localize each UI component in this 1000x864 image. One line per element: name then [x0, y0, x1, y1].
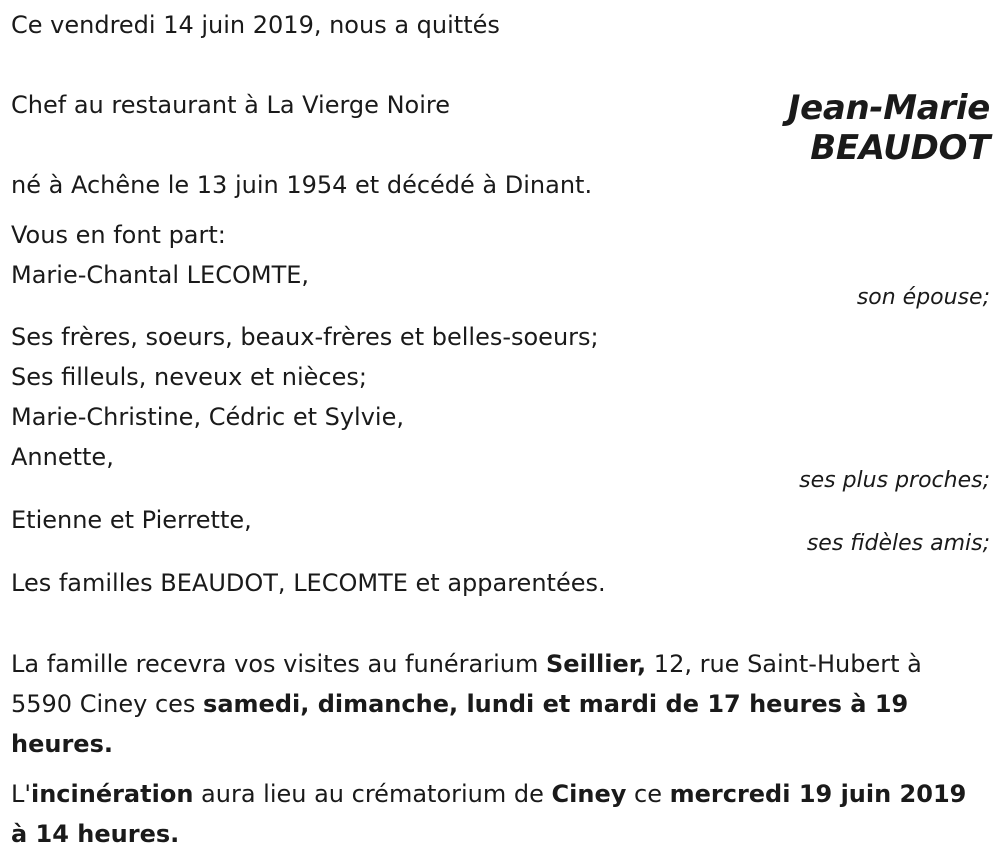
birth-death-line: né à Achêne le 13 juin 1954 et décédé à Dinant.: [11, 171, 593, 199]
families-line: Les familles BEAUDOT, LECOMTE et apparentées.: [11, 569, 606, 597]
siblings-line: Ses frères, soeurs, beaux-frères et belles-soeurs;: [11, 323, 599, 351]
occupation-line: Chef au restaurant à La Vierge Noire: [11, 91, 450, 119]
visits-text-1: La famille recevra vos visites au funérarium: [11, 650, 546, 678]
cremation-text-2: aura lieu au crématorium de: [193, 780, 552, 808]
spouse-name: Marie-Chantal LECOMTE,: [11, 261, 310, 289]
visits-text-2: 12, rue Saint-Hubert à 5590 Ciney ces: [11, 650, 922, 718]
cremation-date: mercredi 19 juin 2019 à 14 heures.: [11, 780, 967, 848]
deceased-name: [788, 88, 990, 168]
friends-role: ses fidèles amis;: [806, 531, 990, 556]
visits-schedule: samedi, dimanche, lundi et mardi de 17 heures à 19 heures.: [11, 690, 909, 758]
cremation-paragraph: [11, 774, 981, 854]
visits-paragraph: [11, 644, 981, 764]
friends-name: Etienne et Pierrette,: [11, 506, 252, 534]
close-relatives-line-2: Annette,: [11, 443, 114, 471]
cremation-city: Ciney: [551, 780, 627, 808]
deceased-first-name: Jean-Marie: [787, 88, 990, 128]
announce-line: Vous en font part:: [11, 221, 226, 249]
godchildren-line: Ses filleuls, neveux et nièces;: [11, 363, 367, 391]
close-relatives-role: ses plus proches;: [799, 468, 990, 493]
deceased-last-name: BEAUDOT: [810, 128, 990, 168]
close-relatives-line-1: Marie-Christine, Cédric et Sylvie,: [11, 403, 404, 431]
intro-line: Ce vendredi 14 juin 2019, nous a quittés: [11, 11, 500, 39]
funeral-home-name: Seillier,: [546, 650, 647, 678]
cremation-word: incinération: [30, 780, 194, 808]
cremation-text-1: L': [11, 780, 31, 808]
cremation-text-3: ce: [626, 780, 670, 808]
spouse-role: son épouse;: [856, 285, 990, 310]
